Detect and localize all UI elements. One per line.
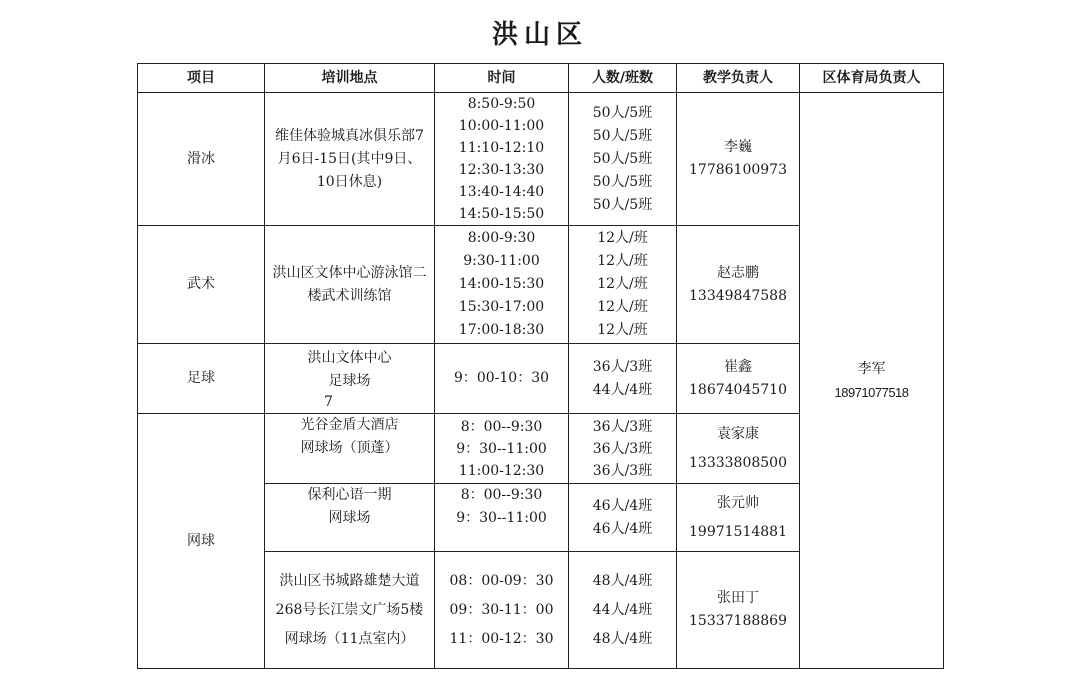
capacity-entry: 50人/5班 [592,196,653,213]
teacher-name: 张元帅 [717,494,759,511]
capacity-entry: 44人/4班 [592,381,653,398]
header-location: 培训地点 [265,64,435,93]
location-line: 足球场 [328,372,371,389]
time-cell [435,93,569,226]
time-cell [435,344,569,414]
project-cell [138,344,265,414]
location-text: 洪山区文体中心游泳馆二楼武术训练馆 [272,264,427,304]
schedule-table [137,63,944,669]
time-cell [435,552,569,669]
time-cell [435,414,569,484]
location-cell [265,226,435,344]
location-line: 保利心语一期 [307,487,392,503]
teacher-name: 张田丁 [717,590,759,606]
table-header-row [138,64,944,93]
district-lead-name: 李军 [857,360,886,377]
capacity-entry: 50人/5班 [592,104,653,121]
teacher-name: 李巍 [724,139,752,155]
location-cell [265,93,435,226]
capacity-cell [569,226,677,344]
location-text: 维佳体验城真冰俱乐部7月6日-15日(其中9日、10日休息) [275,127,424,190]
capacity-entry: 36人/3班 [592,440,653,457]
capacity-entry: 50人/5班 [592,173,653,190]
time-slot: 14:00-15:30 [458,276,545,292]
teacher-phone: 13333808500 [689,454,787,471]
header-capacity: 人数/班数 [569,64,677,93]
time-slot: 11:10-12:10 [458,140,545,156]
time-slot: 8：00--9:30 [460,487,543,503]
capacity-cell [569,414,677,484]
capacity-entry: 36人/3班 [592,418,653,435]
teacher-cell [677,552,800,669]
location-cell [265,552,435,669]
teacher-cell [677,414,800,484]
capacity-entry: 12人/班 [597,230,648,246]
capacity-entry: 48人/4班 [592,572,653,589]
project-name: 武术 [187,276,215,292]
district-lead-phone: 18971077518 [834,384,909,400]
capacity-entry: 46人/4班 [592,520,653,537]
time-slot: 9:30-11:00 [463,253,540,269]
time-slot: 9：30--11:00 [456,510,547,526]
header-project: 项目 [138,64,265,93]
header-teacher: 教学负责人 [677,64,800,93]
teacher-phone: 13349847588 [689,287,787,304]
time-slot: 8:50-9:50 [467,96,536,112]
location-text: 洪山区书城路雄楚大道268号长江崇文广场5楼网球场（11点室内） [275,572,424,647]
location-line: 7 [324,393,333,410]
teacher-name: 袁家康 [717,425,759,442]
project-name: 滑冰 [187,150,215,167]
capacity-cell [569,93,677,226]
time-slot: 17:00-18:30 [458,322,545,338]
location-cell [265,484,435,552]
capacity-cell [569,344,677,414]
capacity-entry: 50人/5班 [592,150,653,167]
time-slot: 09：30-11：00 [449,601,554,618]
location-line: 网球场 [328,510,371,526]
capacity-entry: 36人/3班 [592,462,653,479]
capacity-entry: 46人/4班 [592,497,653,514]
project-name: 网球 [187,532,215,549]
project-cell [138,414,265,669]
teacher-name: 赵志鹏 [717,264,759,281]
teacher-cell [677,344,800,414]
teacher-cell [677,93,800,226]
capacity-entry: 36人/3班 [592,358,653,375]
capacity-entry: 50人/5班 [592,127,653,144]
time-cell [435,226,569,344]
time-slot: 11：00-12：30 [449,630,554,647]
time-slot: 11:00-12:30 [458,462,545,479]
header-time: 时间 [435,64,569,93]
location-line: 网球场（顶蓬） [300,440,399,456]
project-cell [138,226,265,344]
capacity-cell [569,484,677,552]
page-title: 洪山区 [491,20,588,50]
location-cell [265,414,435,484]
table-row [138,93,944,226]
teacher-cell [677,484,800,552]
capacity-entry: 12人/班 [597,253,648,269]
teacher-phone: 17786100973 [689,162,787,178]
capacity-entry: 48人/4班 [592,630,653,647]
time-slot: 9：30--11:00 [456,440,547,457]
capacity-entry: 12人/班 [597,276,648,292]
teacher-phone: 19971514881 [689,523,787,540]
time-slot: 8:00-9:30 [467,230,536,246]
time-slot: 14:50-15:50 [458,206,545,222]
capacity-entry: 44人/4班 [592,601,653,618]
location-line: 光谷金盾大酒店 [300,417,399,433]
capacity-entry: 12人/班 [597,322,648,338]
time-slot: 13:40-14:40 [458,184,545,200]
time-slot: 15:30-17:00 [458,299,545,315]
project-cell [138,93,265,226]
location-line: 洪山文体中心 [307,349,392,366]
time-slot: 8：00--9:30 [460,418,543,435]
time-slot: 9：00-10：30 [453,370,550,386]
teacher-name: 崔鑫 [724,358,752,375]
teacher-cell [677,226,800,344]
time-slot: 10:00-11:00 [458,118,545,134]
time-slot: 08：00-09：30 [449,572,554,589]
teacher-phone: 15337188869 [689,613,787,629]
time-cell [435,484,569,552]
location-cell [265,344,435,414]
header-district-lead: 区体育局负责人 [800,64,944,93]
capacity-cell [569,552,677,669]
time-slot: 12:30-13:30 [458,162,545,178]
teacher-phone: 18674045710 [689,381,787,398]
project-name: 足球 [187,370,215,386]
district-lead-cell [800,93,944,669]
capacity-entry: 12人/班 [597,299,648,315]
